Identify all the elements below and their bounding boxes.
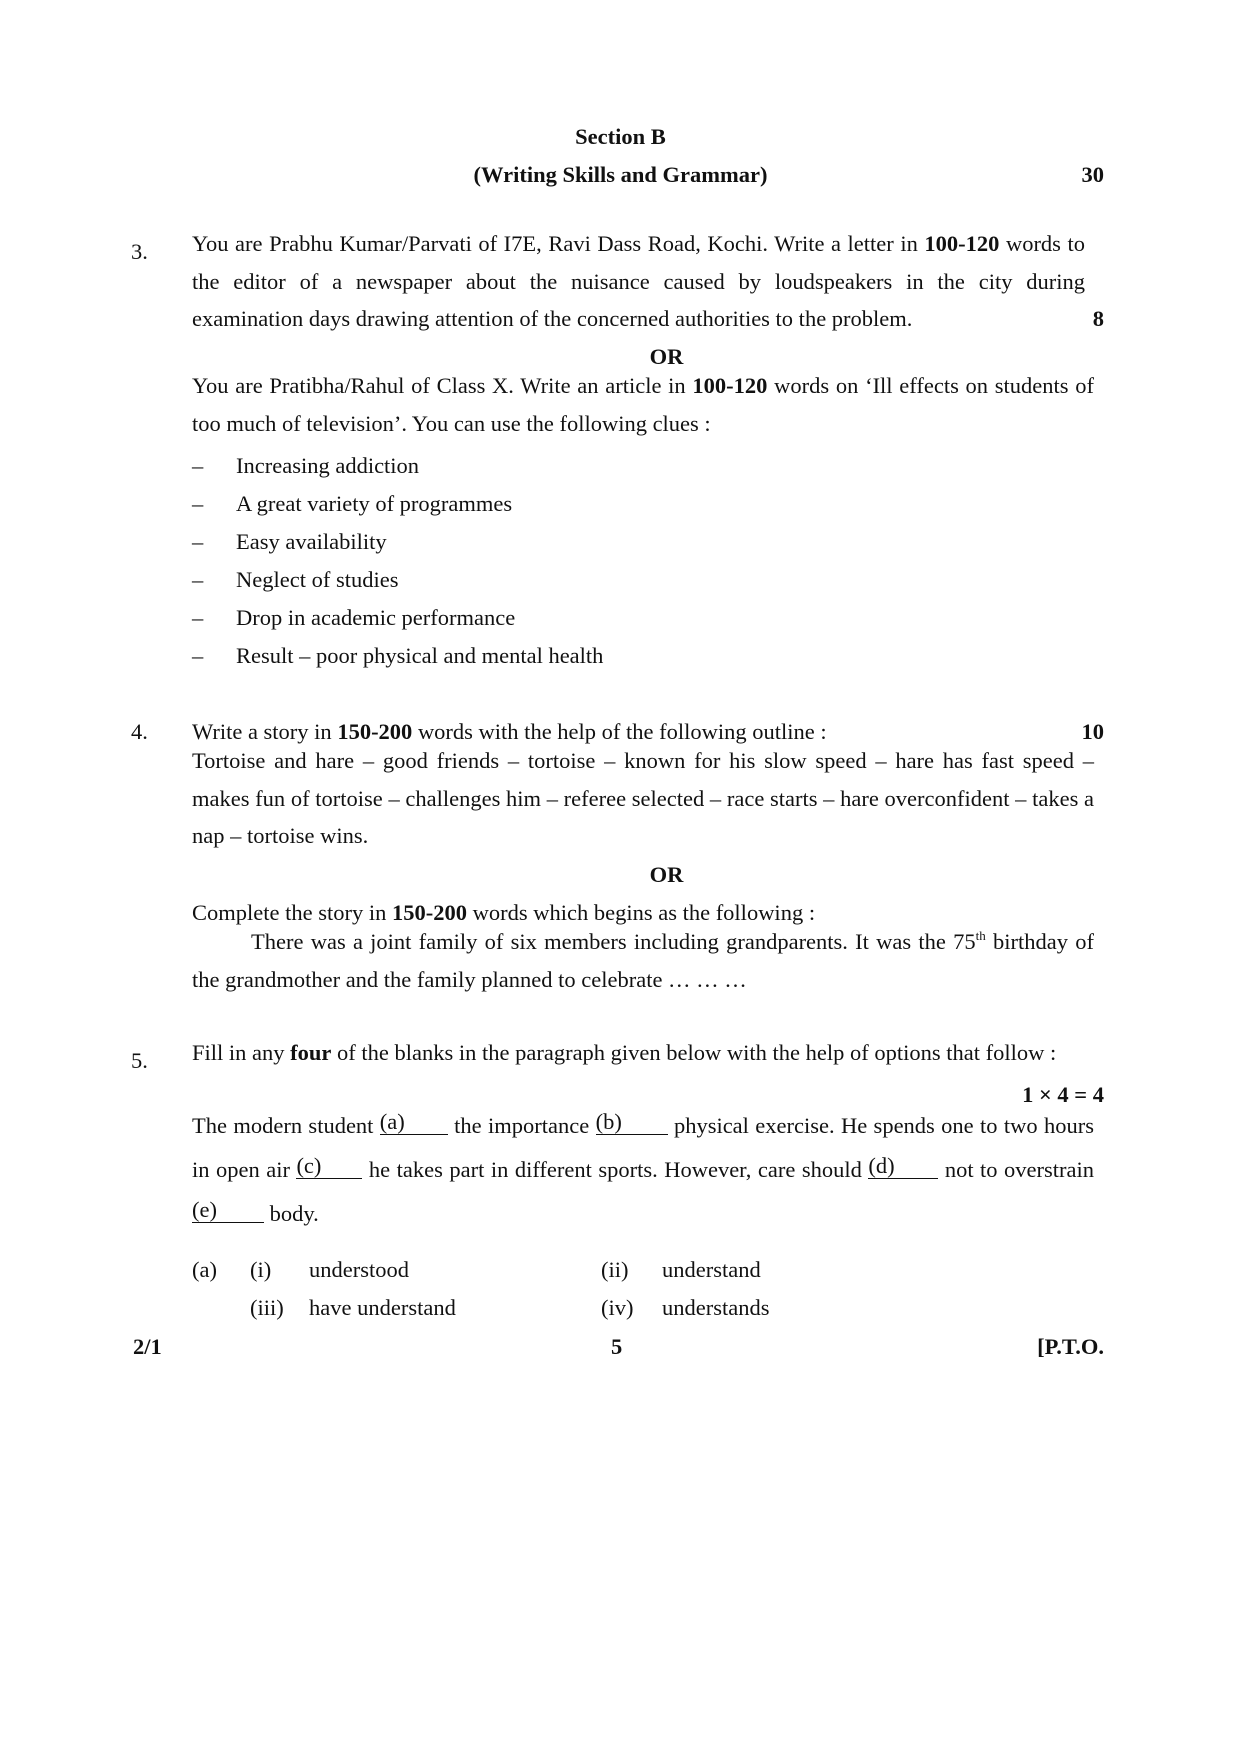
clue-item: Easy availability: [236, 529, 387, 554]
blank-d: (d): [868, 1156, 938, 1179]
question-5-marks: 1 × 4 = 4: [1022, 1082, 1104, 1107]
option-i-label: (i): [250, 1257, 272, 1282]
clue-dash: –: [192, 529, 204, 554]
question-5-text: Fill in any four of the blanks in the paragraph given below with the help of options that follow :: [192, 1040, 1057, 1065]
clue-item: A great variety of programmes: [236, 491, 513, 516]
blank-a: (a): [380, 1112, 448, 1135]
option-iv-label: (iv): [601, 1295, 634, 1320]
clue-dash: –: [192, 643, 204, 668]
clue-item: Drop in academic performance: [236, 605, 516, 630]
section-subtitle: (Writing Skills and Grammar): [473, 162, 768, 187]
clue-item: Increasing addiction: [236, 453, 420, 478]
blank-b: (b): [596, 1112, 668, 1135]
question-5-paragraph: The modern student (a) the importance (b) physical exercise. He spends one to two hours in open air (c) he takes part in different sports. However, care should (d) not to overstrain (e) body.: [192, 1109, 1095, 1226]
clue-dash: –: [192, 491, 204, 516]
question-4-story-start: There was a joint family of six members including grandparents. It was the 75th birthday of the grandmother and the family planned to celebrate … … …: [192, 928, 1094, 992]
option-i: understood: [309, 1257, 409, 1282]
clue-dash: –: [192, 605, 204, 630]
question-4-alt-text: Complete the story in 150-200 words which begins as the following :: [192, 900, 816, 925]
option-group-label: (a): [192, 1257, 217, 1282]
paper-code: 2/1: [133, 1334, 162, 1359]
clue-item: Result – poor physical and mental health: [236, 643, 604, 668]
page-number: 5: [611, 1334, 623, 1359]
question-5-number: 5.: [131, 1048, 148, 1073]
clue-dash: –: [192, 567, 204, 592]
question-4-outline: Tortoise and hare – good friends – tortoise – known for his slow speed – hare has fast speed – makes fun of tortoise – challenges him – referee selected – race starts – hare overconfident – takes a nap – tortoise wins.: [192, 748, 1094, 848]
pto-label: [P.T.O.: [1037, 1334, 1104, 1359]
section-title: Section B: [575, 124, 666, 149]
blank-e: (e): [192, 1200, 264, 1223]
question-3-number: 3.: [131, 239, 148, 264]
question-3-marks: 8: [1092, 306, 1104, 331]
option-ii-label: (ii): [601, 1257, 629, 1282]
blank-c: (c): [296, 1156, 362, 1179]
clue-dash: –: [192, 453, 204, 478]
question-3-text: You are Prabhu Kumar/Parvati of I7E, Ravi Dass Road, Kochi. Write a letter in 100-120 words to the editor of a newspaper about the nuisance caused by loudspeakers in the city during examination days drawing attention of the concerned authorities to the problem.: [192, 231, 1085, 331]
section-marks: 30: [1081, 162, 1104, 187]
option-ii: understand: [662, 1257, 761, 1282]
question-4-or: OR: [649, 862, 684, 887]
question-4-marks: 10: [1081, 719, 1104, 744]
clue-item: Neglect of studies: [236, 567, 399, 592]
question-3-alt-text: You are Pratibha/Rahul of Class X. Write an article in 100-120 words on ‘Ill effects on students of too much of television’. You can use the following clues :: [192, 373, 1094, 436]
question-3-or: OR: [649, 344, 684, 369]
question-4-text: Write a story in 150-200 words with the help of the following outline :: [192, 719, 827, 744]
option-iv: understands: [662, 1295, 770, 1320]
option-iii-label: (iii): [250, 1295, 284, 1320]
option-iii: have understand: [309, 1295, 456, 1320]
question-4-number: 4.: [131, 719, 148, 744]
